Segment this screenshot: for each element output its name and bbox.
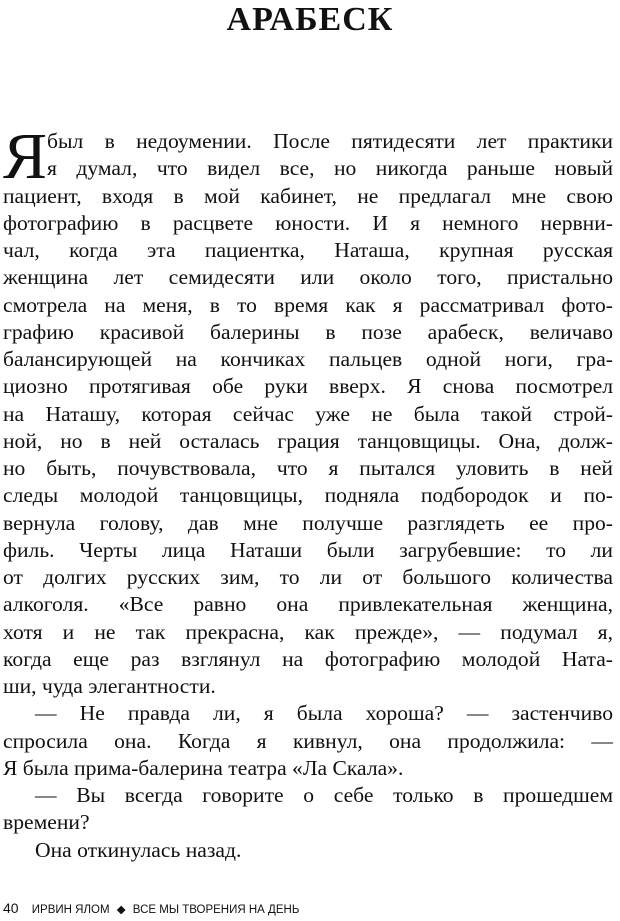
- text-line: Я была прима-балерина театра «Ла Скала».: [3, 755, 404, 780]
- footer-book-title: ВСЕ МЫ ТВОРЕНИЯ НА ДЕНЬ: [132, 904, 300, 916]
- page-number: 40: [3, 900, 19, 916]
- text-line: я думал, что видел все, но никогда раньше новый: [47, 156, 613, 181]
- text-line: но быть, почувствовала, что я пытался уловить в ней: [3, 456, 613, 480]
- diamond-separator-icon: ◆: [116, 904, 126, 916]
- text-line: циозно протягивая обе руки вверх. Я снова посмотрел: [3, 374, 613, 399]
- text-line: — Не правда ли, я была хороша? — застенчиво: [35, 701, 613, 726]
- drop-cap: Я: [3, 120, 48, 193]
- text-line: следы молодой танцовщицы, подняла подбородок и по-: [3, 483, 613, 508]
- page-footer: [3, 898, 299, 920]
- text-line: ной, но в ней осталась грация танцовщицы. Она, долж-: [3, 428, 613, 453]
- text-line: времени?: [3, 810, 90, 835]
- text-line: был в недоумении. После пятидесяти лет практики: [47, 129, 613, 153]
- chapter-title: АРАБЕСК: [226, 1, 394, 38]
- text-line: ши, чуда элегантности.: [3, 674, 216, 698]
- text-line: спросила она. Когда я кивнул, она продолжила: —: [3, 728, 613, 753]
- text-line: женщина лет семидесяти или около того, пристально: [3, 265, 613, 290]
- text-line: пациент, входя в мой кабинет, не предлагал мне свою: [3, 183, 613, 208]
- footer-author: ИРВИН ЯЛОМ: [31, 904, 110, 916]
- text-line: балансирующей на кончиках пальцев одной ноги, гра-: [3, 347, 613, 371]
- text-line: смотрела на меня, в то время как я рассматривал фото-: [3, 292, 613, 317]
- text-line: от долгих русских зим, то ли от большого количества: [3, 565, 613, 589]
- text-line: когда еще раз взглянул на фотографию молодой Ната-: [3, 646, 613, 671]
- text-line: фотографию в расцвете юности. И я немного нервни-: [3, 210, 613, 235]
- text-line: — Вы всегда говорите о себе только в прошедшем: [35, 783, 613, 807]
- text-line: алкоголя. «Все равно она привлекательная женщина,: [3, 592, 613, 617]
- text-line: графию красивой балерины в позе арабеск, величаво: [3, 319, 613, 344]
- text-line: на Наташу, которая сейчас уже не была такой строй-: [3, 401, 613, 426]
- text-line: чал, когда эта пациентка, Наташа, крупная русская: [3, 238, 613, 262]
- text-line: хотя и не так прекрасна, как прежде», — подумал я,: [3, 619, 613, 644]
- text-line: филь. Черты лица Наташи были загрубевшие: то ли: [3, 537, 613, 562]
- text-line: Она откинулась назад.: [35, 837, 242, 862]
- text-line: вернула голову, дав мне получше разглядеть ее про-: [3, 510, 613, 535]
- body-text: [3, 120, 613, 864]
